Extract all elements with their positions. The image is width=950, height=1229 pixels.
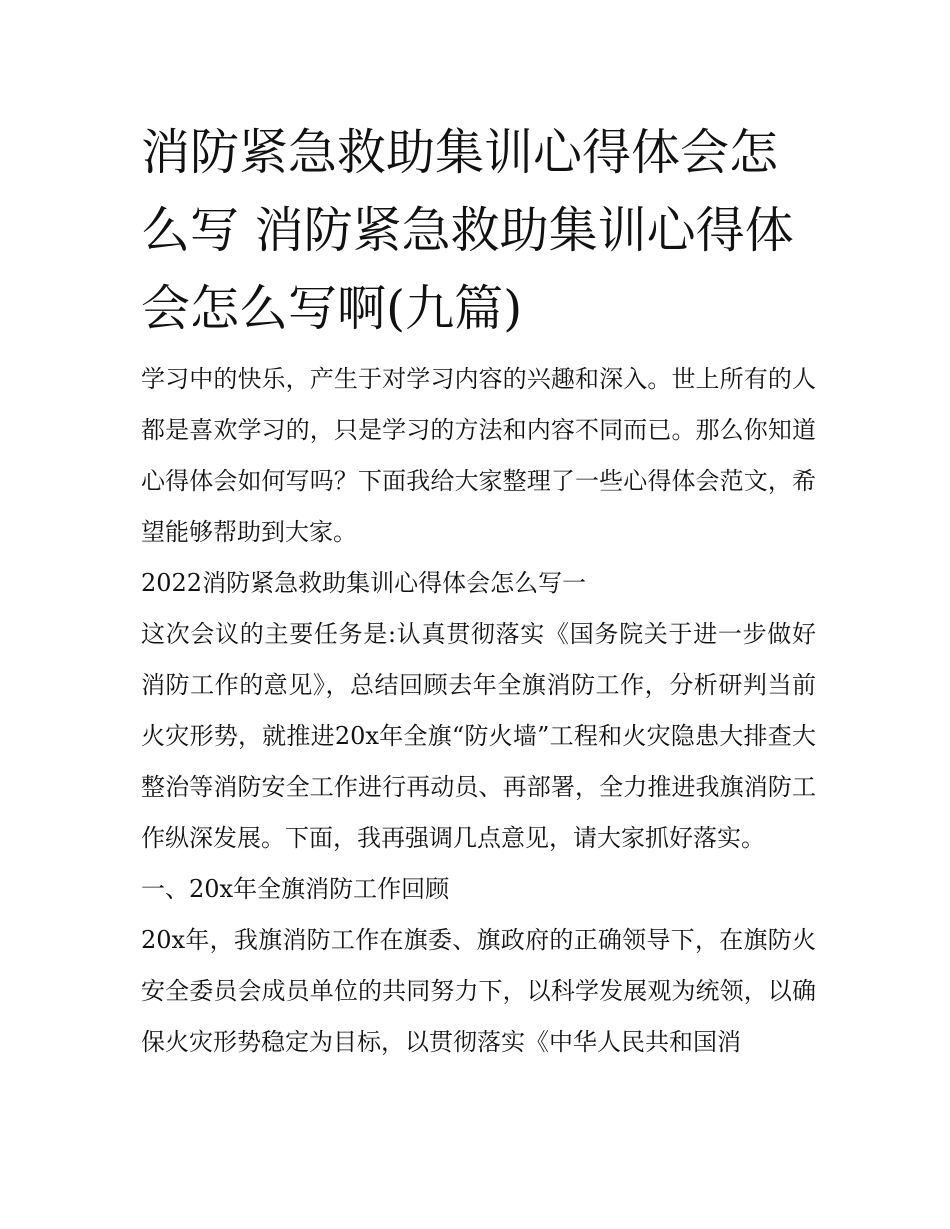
- document-body: [141, 354, 816, 1068]
- section-heading-2: 一、20x年全旗消防工作回顾: [141, 875, 450, 903]
- section-heading-1: 2022消防紧急救助集训心得体会怎么写一: [141, 569, 587, 597]
- body-paragraph: 这次会议的主要任务是:认真贯彻落实《国务院关于进一步做好消防工作的意见》，总结回顾去年全旗消防工作，分析研判当前火灾形势，就推进20x年全旗“防火墙”工程和火灾隐患大排查大整治等消防安全工作进行再动员、再部署，全力推进我旗消防工作纵深发展。下面，我再强调几点意见，请大家抓好落实。: [141, 620, 816, 852]
- body-paragraph: 20x年，我旗消防工作在旗委、旗政府的正确领导下，在旗防火安全委员会成员单位的共同努力下，以科学发展观为统领，以确保火灾形势稳定为目标，以贯彻落实《中华人民共和国消: [141, 926, 816, 1056]
- document-title: 消防紧急救助集训心得体会怎么写 消防紧急救助集训心得体会怎么写啊(九篇): [141, 124, 794, 337]
- intro-paragraph: 学习中的快乐，产生于对学习内容的兴趣和深入。世上所有的人都是喜欢学习的，只是学习的方法和内容不同而已。那么你知道心得体会如何写吗？下面我给大家整理了一些心得体会范文，希望能够帮助到大家。: [141, 365, 816, 546]
